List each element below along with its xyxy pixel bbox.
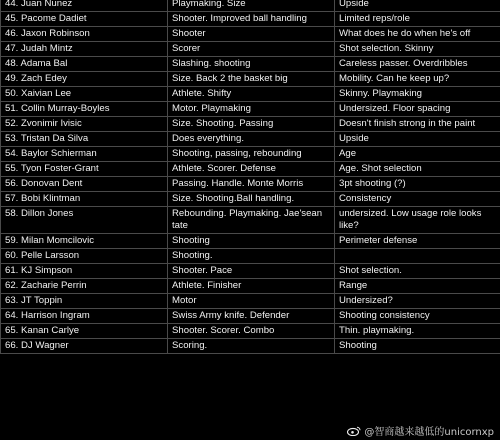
player-name-cell[interactable]: 45. Pacome Dadiet <box>1 12 168 27</box>
player-name-cell[interactable]: 54. Baylor Schierman <box>1 147 168 162</box>
weaknesses-cell[interactable]: Age. Shot selection <box>335 162 500 177</box>
player-name-cell[interactable]: 51. Collin Murray-Boyles <box>1 102 168 117</box>
player-name-cell[interactable]: 57. Bobi Klintman <box>1 192 168 207</box>
prospect-table-body <box>1 0 500 354</box>
player-name-cell[interactable]: 55. Tyon Foster-Grant <box>1 162 168 177</box>
weaknesses-cell[interactable]: Shooting <box>335 339 500 354</box>
strengths-cell[interactable]: Athlete. Scorer. Defense <box>168 162 335 177</box>
weaknesses-cell[interactable]: Shooting consistency <box>335 309 500 324</box>
player-name-cell[interactable]: 59. Milan Momcilovic <box>1 234 168 249</box>
player-name-cell[interactable]: 52. Zvonimir Ivisic <box>1 117 168 132</box>
weaknesses-cell[interactable]: Shot selection. Skinny <box>335 42 500 57</box>
table-row <box>1 177 500 192</box>
table-row <box>1 207 500 234</box>
weaknesses-cell[interactable] <box>335 249 500 264</box>
player-name-cell[interactable]: 61. KJ Simpson <box>1 264 168 279</box>
table-row <box>1 117 500 132</box>
strengths-cell[interactable]: Size. Shooting.Ball handling. <box>168 192 335 207</box>
table-row <box>1 339 500 354</box>
strengths-cell[interactable]: Shooter. Pace <box>168 264 335 279</box>
strengths-cell[interactable]: Athlete. Shifty <box>168 87 335 102</box>
strengths-cell[interactable]: Playmaking. Size <box>168 0 335 12</box>
table-row <box>1 294 500 309</box>
strengths-cell[interactable]: Passing. Handle. Monte Morris <box>168 177 335 192</box>
weaknesses-cell[interactable]: Age <box>335 147 500 162</box>
strengths-cell[interactable]: Scoring. <box>168 339 335 354</box>
weaknesses-cell[interactable]: Shot selection. <box>335 264 500 279</box>
strengths-cell[interactable]: Motor. Playmaking <box>168 102 335 117</box>
table-row <box>1 279 500 294</box>
table-row <box>1 0 500 12</box>
strengths-cell[interactable]: Scorer <box>168 42 335 57</box>
watermark <box>347 423 494 438</box>
weaknesses-cell[interactable]: Undersized? <box>335 294 500 309</box>
weaknesses-cell[interactable]: Skinny. Playmaking <box>335 87 500 102</box>
table-row <box>1 192 500 207</box>
table-row <box>1 57 500 72</box>
weibo-logo-icon <box>347 426 361 436</box>
player-name-cell[interactable]: 66. DJ Wagner <box>1 339 168 354</box>
weaknesses-cell[interactable]: Perimeter defense <box>335 234 500 249</box>
watermark-text: @智商越来越低的unicornxp <box>364 427 494 438</box>
strengths-cell[interactable]: Size. Back 2 the basket big <box>168 72 335 87</box>
player-name-cell[interactable]: 47. Judah Mintz <box>1 42 168 57</box>
weaknesses-cell[interactable]: Doesn't finish strong in the paint <box>335 117 500 132</box>
table-row <box>1 249 500 264</box>
strengths-cell[interactable]: Shooting, passing, rebounding <box>168 147 335 162</box>
player-name-cell[interactable]: 58. Dillon Jones <box>1 207 168 234</box>
player-name-cell[interactable]: 50. Xaivian Lee <box>1 87 168 102</box>
table-row <box>1 132 500 147</box>
strengths-cell[interactable]: Does everything. <box>168 132 335 147</box>
table-row <box>1 102 500 117</box>
player-name-cell[interactable]: 48. Adama Bal <box>1 57 168 72</box>
table-row <box>1 309 500 324</box>
player-name-cell[interactable]: 62. Zacharie Perrin <box>1 279 168 294</box>
player-name-cell[interactable]: 49. Zach Edey <box>1 72 168 87</box>
weaknesses-cell[interactable]: undersized. Low usage role looks like? <box>335 207 500 234</box>
strengths-cell[interactable]: Size. Shooting. Passing <box>168 117 335 132</box>
table-row <box>1 12 500 27</box>
player-name-cell[interactable]: 63. JT Toppin <box>1 294 168 309</box>
table-row <box>1 162 500 177</box>
strengths-cell[interactable]: Shooter <box>168 27 335 42</box>
table-row <box>1 234 500 249</box>
strengths-cell[interactable]: Slashing. shooting <box>168 57 335 72</box>
table-row <box>1 72 500 87</box>
weaknesses-cell[interactable]: 3pt shooting (?) <box>335 177 500 192</box>
weaknesses-cell[interactable]: Consistency <box>335 192 500 207</box>
table-row <box>1 27 500 42</box>
strengths-cell[interactable]: Swiss Army knife. Defender <box>168 309 335 324</box>
strengths-cell[interactable]: Rebounding. Playmaking. Jae'sean tate <box>168 207 335 234</box>
table-row <box>1 264 500 279</box>
player-name-cell[interactable]: 56. Donovan Dent <box>1 177 168 192</box>
player-name-cell[interactable]: 65. Kanan Carlye <box>1 324 168 339</box>
player-name-cell[interactable]: 53. Tristan Da Silva <box>1 132 168 147</box>
strengths-cell[interactable]: Motor <box>168 294 335 309</box>
table-row <box>1 87 500 102</box>
strengths-cell[interactable]: Shooting <box>168 234 335 249</box>
weaknesses-cell[interactable]: What does he do when he's off <box>335 27 500 42</box>
strengths-cell[interactable]: Shooter. Improved ball handling <box>168 12 335 27</box>
strengths-cell[interactable]: Athlete. Finisher <box>168 279 335 294</box>
player-name-cell[interactable]: 60. Pelle Larsson <box>1 249 168 264</box>
player-name-cell[interactable]: 46. Jaxon Robinson <box>1 27 168 42</box>
weaknesses-cell[interactable]: Mobility. Can he keep up? <box>335 72 500 87</box>
player-name-cell[interactable]: 44. Juan Nunez <box>1 0 168 12</box>
weaknesses-cell[interactable]: Limited reps/role <box>335 12 500 27</box>
table-row <box>1 147 500 162</box>
table-row <box>1 42 500 57</box>
weaknesses-cell[interactable]: Upside <box>335 0 500 12</box>
strengths-cell[interactable]: Shooting. <box>168 249 335 264</box>
weaknesses-cell[interactable]: Undersized. Floor spacing <box>335 102 500 117</box>
weaknesses-cell[interactable]: Range <box>335 279 500 294</box>
weaknesses-cell[interactable]: Thin. playmaking. <box>335 324 500 339</box>
player-name-cell[interactable]: 64. Harrison Ingram <box>1 309 168 324</box>
table-row <box>1 324 500 339</box>
weaknesses-cell[interactable]: Careless passer. Overdribbles <box>335 57 500 72</box>
strengths-cell[interactable]: Shooter. Scorer. Combo <box>168 324 335 339</box>
weaknesses-cell[interactable]: Upside <box>335 132 500 147</box>
